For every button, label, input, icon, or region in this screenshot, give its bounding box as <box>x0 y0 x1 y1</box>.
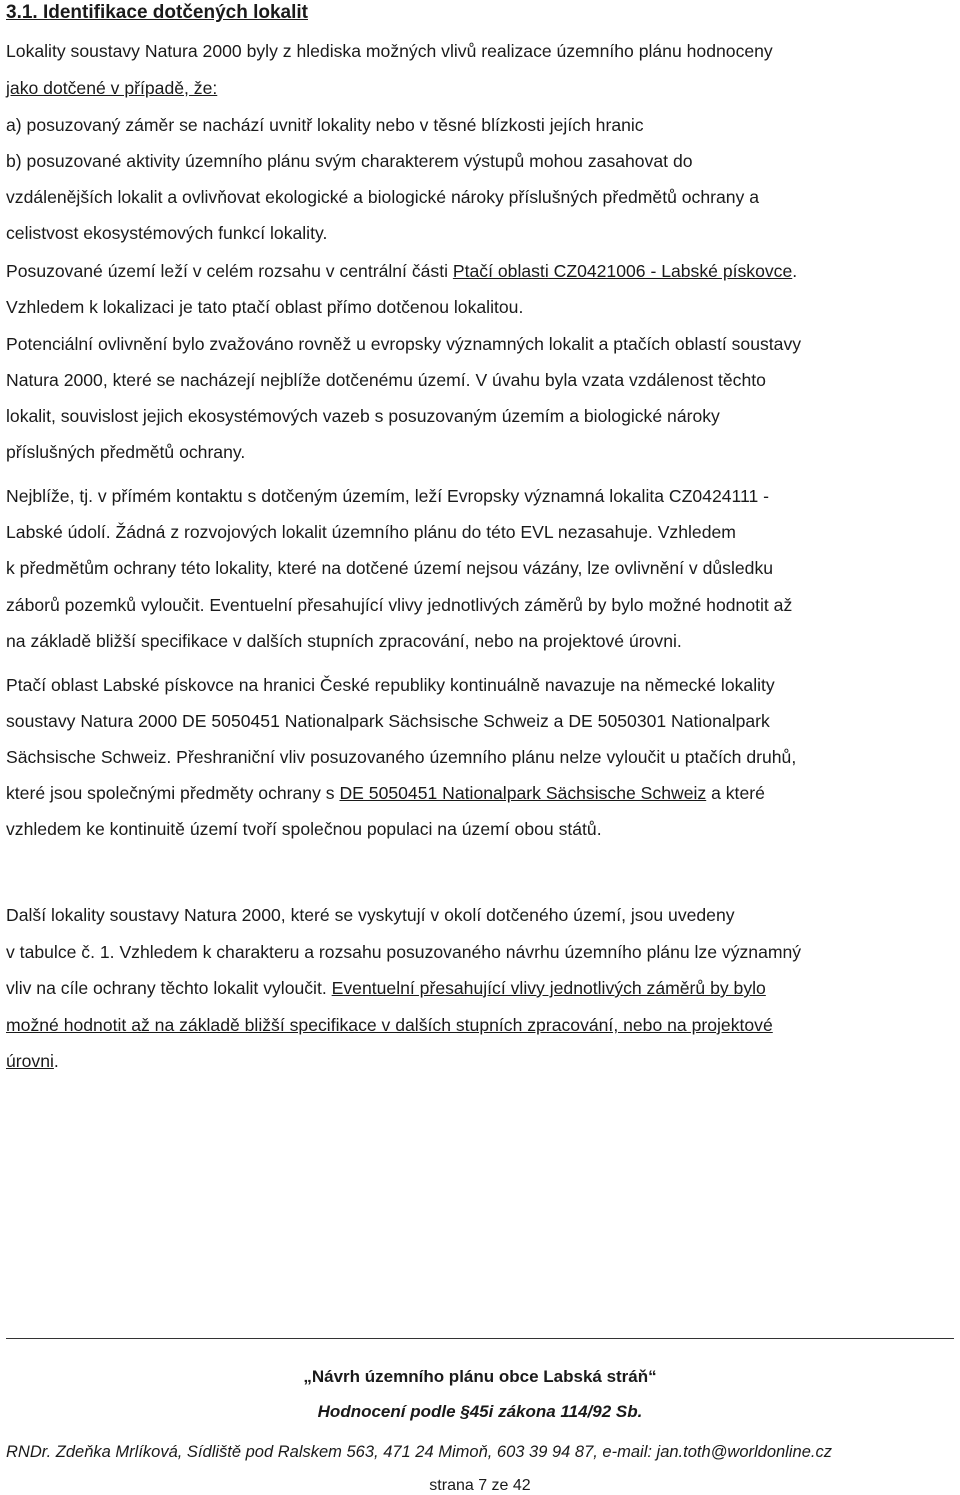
text-line: Další lokality soustavy Natura 2000, které se vyskytují v okolí dotčeného území, jsou uvedeny <box>6 905 735 925</box>
text-segment: . <box>53 1051 59 1071</box>
text-line: na základě bližší specifikace v dalších stupních zpracování, nebo na projektové úrovni. <box>6 631 682 651</box>
text-line: možné hodnotit až na základě bližší specifikace v dalších stupních zpracování, nebo na projektové <box>6 1015 773 1035</box>
footer-rule <box>42 1338 954 1339</box>
text-segment: Posuzované území leží v celém rozsahu v centrální části <box>6 261 453 281</box>
text-segment: které jsou společnými předměty ochrany s <box>6 783 340 803</box>
text-line: b) posuzované aktivity územního plánu svým charakterem výstupů mohou zasahovat do <box>6 151 693 171</box>
text-line: Sächsische Schweiz. Přeshraniční vliv posuzovaného územního plánu nelze vyloučit u ptačích druhů, <box>6 747 797 767</box>
footer-subtitle: Hodnocení podle §45i zákona 114/92 Sb. <box>317 1402 643 1421</box>
text-segment: . <box>792 261 798 281</box>
text-line: k předmětům ochrany této lokality, které na dotčené území nejsou vázány, lze ovlivnění v důsledku <box>6 558 774 578</box>
bird-area-link[interactable]: Ptačí oblasti CZ0421006 - Labské pískovce <box>452 261 793 281</box>
text-line: vzdálenějších lokalit a ovlivňovat ekologické a biologické nároky příslušných předmětů ochrany a <box>6 187 760 207</box>
text-line: Potenciální ovlivnění bylo zvažováno rovněž u evropsky významných lokalit a ptačích oblastí soustavy <box>6 334 802 354</box>
section-heading: 3.1. Identifikace dotčených lokalit <box>6 2 308 23</box>
text-line: záborů pozemků vyloučit. Eventuelní přesahující vlivy jednotlivých záměrů by bylo možné hodnotit až <box>6 595 793 615</box>
text-line <box>6 1050 59 1072</box>
text-line: soustavy Natura 2000 DE 5050451 Nationalpark Sächsische Schweiz a DE 5050301 Nationalpark <box>6 711 770 731</box>
footer-author: RNDr. Zdeňka Mrlíková, Sídliště pod Ralskem 563, 471 24 Mimoň, 603 39 94 87, e-mail: jan.toth@worldonline.cz <box>6 1443 832 1461</box>
text-line: a) posuzovaný záměr se nachází uvnitř lokality nebo v těsné blízkosti jejích hranic <box>6 115 644 135</box>
text-line: vzhledem ke kontinuitě území tvoří společnou populaci na území obou států. <box>6 819 602 839</box>
text-line: Vzhledem k lokalizaci je tato ptačí oblast přímo dotčenou lokalitou. <box>6 297 524 317</box>
text-line: příslušných předmětů ochrany. <box>6 442 246 462</box>
text-segment: vliv na cíle ochrany těchto lokalit vyloučit. <box>6 978 332 998</box>
footer-title: „Návrh územního plánu obce Labská stráň“ <box>303 1367 657 1386</box>
footer-rule-short <box>6 1338 42 1339</box>
nationalpark-link[interactable]: DE 5050451 Nationalpark Sächsische Schweiz <box>339 783 707 803</box>
text-line: Ptačí oblast Labské pískovce na hranici České republiky kontinuálně navazuje na německé lokality <box>6 675 775 695</box>
text-line: Labské údolí. Žádná z rozvojových lokalit územního plánu do této EVL nezasahuje. Vzhledem <box>6 522 736 542</box>
text-line <box>6 782 765 804</box>
text-line: Lokality soustavy Natura 2000 byly z hlediska možných vlivů realizace územního plánu hodnoceny <box>6 41 773 61</box>
text-segment: a které <box>706 783 765 803</box>
text-line: Natura 2000, které se nacházejí nejblíže dotčenému území. V úvahu byla vzata vzdálenost těchto <box>6 370 766 390</box>
page-number: strana 7 ze 42 <box>429 1477 531 1494</box>
text-line: v tabulce č. 1. Vzhledem k charakteru a rozsahu posuzovaného návrhu územního plánu lze významný <box>6 942 802 962</box>
text-line <box>6 977 766 999</box>
text-line: Nejblíže, tj. v přímém kontaktu s dotčeným územím, leží Evropsky významná lokalita CZ0424111 - <box>6 486 770 506</box>
underlined-text: Eventuelní přesahující vlivy jednotlivých záměrů by bylo <box>331 978 766 998</box>
underlined-text: úrovni <box>6 1051 54 1071</box>
text-line: lokalit, souvislost jejich ekosystémových vazeb s posuzovaným územím a biologické nároky <box>6 406 720 426</box>
text-line: celistvost ekosystémových funkcí lokality. <box>6 223 328 243</box>
text-line <box>6 260 797 282</box>
text-line: jako dotčené v případě, že: <box>6 78 218 98</box>
